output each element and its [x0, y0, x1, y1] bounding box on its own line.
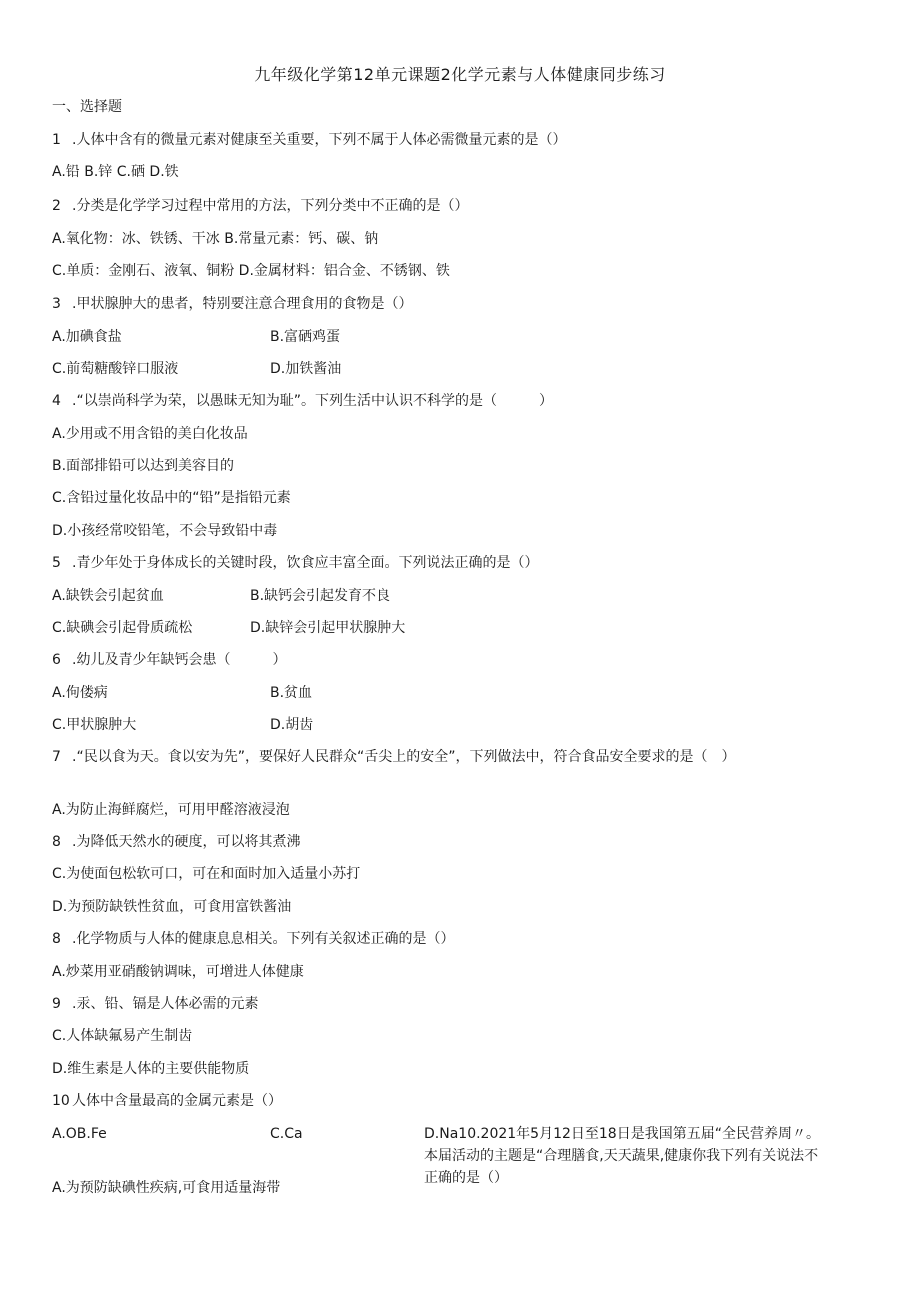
question-8-first-option-d: D.为预防缺铁性贫血，可食用富铁酱油: [52, 899, 292, 915]
question-9-option-d: D.维生素是人体的主要供能物质: [52, 1061, 250, 1077]
question-4: [52, 391, 553, 411]
question-6-option-b: B.贫血: [270, 685, 313, 701]
question-10-option-a: A.OB.Fe: [52, 1126, 107, 1142]
question-text: .汞、铅、镉是人体必需的元素: [72, 996, 259, 1012]
question-text: .分类是化学学习过程中常用的方法，下列分类中不正确的是（）: [72, 198, 469, 214]
question-6-option-d: D.胡齿: [270, 717, 314, 733]
question-text: D.Na10.2021年5月12日至18日是我国第五届“全民营养周〃。本届活动的主题是“合理膳食,天天蔬果,健康你我下列有关说法不正确的是（）: [424, 1126, 820, 1186]
question-number: 9: [52, 996, 61, 1012]
question-9-option-c: C.人体缺氟易产生制齿: [52, 1028, 193, 1044]
question-10-option-c: C.Ca: [270, 1126, 303, 1142]
question-7-option-a: A.为防止海鲜腐烂，可用甲醛溶液浸泡: [52, 802, 290, 818]
question-number: 5: [52, 555, 61, 571]
question-number: 8: [52, 931, 61, 947]
question-7: [52, 746, 842, 768]
question-8-first-option-c: C.为使面包松软可口，可在和面时加入适量小苏打: [52, 866, 361, 882]
question-2-options-ab: A.氧化物：冰、铁锈、干冰 B.常量元素：钙、碳、钠: [52, 231, 379, 247]
question-6-option-a: A.佝偻病: [52, 685, 108, 701]
question-number: 7: [52, 749, 61, 765]
question-8-second-option-a: A.炒菜用亚硝酸钠调味，可增进人体健康: [52, 964, 304, 980]
question-text: .青少年处于身体成长的关键时段，饮食应丰富全面。下列说法正确的是（）: [72, 555, 539, 571]
question-6-option-c: C.甲状腺肿大: [52, 717, 137, 733]
question-text: .幼儿及青少年缺钙会患（ ）: [72, 652, 287, 668]
question-number: 4: [52, 393, 61, 409]
question-number: 1: [52, 132, 61, 148]
question-4-option-d: D.小孩经常咬铅笔，不会导致铅中毒: [52, 523, 278, 539]
question-3-option-c: C.前萄糖酸锌口服液: [52, 361, 179, 377]
question-text: .人体中含有的微量元素对健康至关重要，下列不属于人体必需微量元素的是（）: [72, 132, 567, 148]
question-1: [52, 130, 566, 150]
question-4-option-c: C.含铅过量化妆品中的“铅”是指铅元素: [52, 490, 291, 506]
question-text: .甲状腺肿大的患者，特别要注意合理食用的食物是（）: [72, 296, 413, 312]
question-text: .化学物质与人体的健康息息相关。下列有关叙述正确的是（）: [72, 931, 455, 947]
question-5-option-c: C.缺碘会引起骨质疏松: [52, 620, 193, 636]
question-8-second: [52, 929, 454, 949]
section-heading: 一、选择题: [52, 99, 122, 115]
question-4-option-a: A.少用或不用含铅的美白化妆品: [52, 426, 248, 442]
question-3-option-b: B.富硒鸡蛋: [270, 329, 341, 345]
question-11-option-a: A.为预防缺碘性疾病,可食用适量海带: [52, 1180, 281, 1196]
question-10: [52, 1091, 282, 1111]
question-5-option-a: A.缺铁会引起贫血: [52, 588, 164, 604]
question-3-option-d: D.加铁酱油: [270, 361, 342, 377]
question-text: .“以崇尚科学为荣，以愚昧无知为耻”。下列生活中认识不科学的是（ ）: [72, 393, 553, 409]
question-5: [52, 553, 538, 573]
question-2: [52, 196, 468, 216]
question-3: [52, 294, 412, 314]
question-text: .为降低天然水的硬度，可以将其煮沸: [72, 834, 301, 850]
question-number: 3: [52, 296, 61, 312]
question-3-option-a: A.加碘食盐: [52, 329, 122, 345]
question-10-option-d-and-question-11: [424, 1123, 824, 1189]
question-number: 10: [52, 1093, 70, 1109]
question-5-option-d: D.缺锌会引起甲状腺肿大: [250, 620, 406, 636]
question-2-options-cd: C.单质：金刚石、液氧、铜粉 D.金属材料：铝合金、不锈钢、铁: [52, 263, 450, 279]
question-9: [52, 994, 258, 1014]
question-text: 人体中含量最高的金属元素是（）: [72, 1093, 282, 1109]
question-6: [52, 650, 286, 670]
question-4-option-b: B.面部排铅可以达到美容目的: [52, 458, 235, 474]
question-8-first: [52, 832, 300, 852]
page-title: 九年级化学第12单元课题2化学元素与人体健康同步练习: [254, 65, 666, 84]
question-text: .“民以食为天。食以安为先”，要保好人民群众“舌尖上的安全”，下列做法中，符合食品安全要求的是（ ）: [72, 749, 736, 765]
question-number: 6: [52, 652, 61, 668]
question-1-options: A.铅 B.锌 C.硒 D.铁: [52, 164, 179, 180]
question-number: 8: [52, 834, 61, 850]
question-5-option-b: B.缺钙会引起发育不良: [250, 588, 391, 604]
question-number: 2: [52, 198, 61, 214]
